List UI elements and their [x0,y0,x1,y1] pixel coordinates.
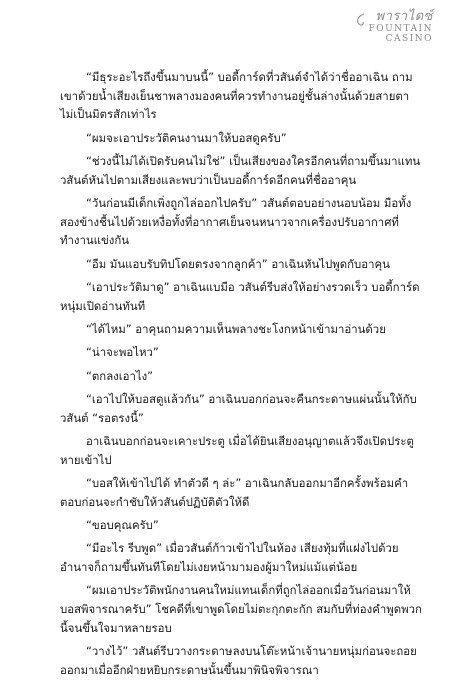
logo-word-casino: CASINO [385,34,433,44]
paragraph: “บอสให้เข้าไปได้ ทำตัวดี ๆ ล่ะ” อาเฉินกลับออกมาอีกครั้งพร้อมคำตอบก่อนจะกำชับให้วสันต์ปฏิบัติตัวให้ดี [60,476,409,509]
paragraph: “ช่วงนี้ไม่ได้เปิดรับคนไม่ใช่” เป็นเสียงของใครอีกคนที่ถามขึ้นมาแทนวสันต์หันไปตามเสียงและพบว่าเป็นบอดี้การ์ดอีกคนที่ชื่ออาคุน [60,153,421,187]
logo-script: พาราไดซ์ [375,9,433,24]
paragraph: “วันก่อนมีเด็กเพิ่งถูกไล่ออกไปครับ” วสันต์ตอบอย่างนอบน้อม มือทั้งสองข้างชื้นไปด้วยเหงื่อทั้งที่อากาศเย็นจนหนาวจากเครื่องปรับอากาศที่ทำงานแข่งกัน [60,195,412,248]
casino-logo [368,10,433,44]
story-text [60,68,422,684]
flourish-icon [354,12,366,30]
paragraph: “เอาประวัติมาดู” อาเฉินแบมือ วสันต์รีบส่งให้อย่างรวดเร็ว บอดี้การ์ดหนุ่มเปิดอ่านทันที [60,279,420,313]
paragraph: “ผมจะเอาประวัติคนงานมาให้บอสดูครับ” [86,130,287,145]
paragraph: “มีธุระอะไรถึงขึ้นมาบนนี้” บอดี้การ์ดที่วสันต์จำได้ว่าชื่ออาเฉิน ถามเขาด้วยน้ำเสียงเย็นชาพลางมองคนที่ควรทำงานอยู่ชั้นล่างนั้นด้วยสายตาไม่เป็นมิตรสักเท่าไร [60,70,413,122]
paragraph: “ได้ไหม” อาคุนถามความเห็นพลางชะโงกหน้าเข้ามาอ่านด้วย [86,321,386,336]
logo-word-fountain: FOUNTAIN [368,24,433,34]
paragraph: “วางไว้” วสันต์รีบวางกระดาษลงบนโต๊ะหน้าเจ้านายหนุ่มก่อนจะถอยออกมาเมื่ออีกฝ่ายหยิบกระดาษนั้นขึ้นมาพินิจพิจารณา [60,643,417,677]
paragraph: “ผมเอาประวัติพนักงานคนใหม่แทนเด็กที่ถูกไล่ออกเมื่อวันก่อนมาให้บอสพิจารณาครับ” โชคดีที่เขาพูดโดยไม่ตะกุกตะกัก สมกับที่ท่องคำพูดพวกนี้จนขึ้นใจมาหลายรอบ [60,583,422,635]
paragraph: “อืม มันแอบรับทิปโดยตรงจากลูกค้า” อาเฉินหันไปพูดกับอาคุน [86,256,390,271]
paragraph: “มีอะไร รีบพูด” เมื่อวสันต์ก้าวเข้าไปในห้อง เสียงทุ้มที่แฝงไปด้วยอำนาจก็ถามขึ้นทันทีโดยไม่เงยหน้ามามองผู้มาใหม่แม้แต่น้อย [60,541,399,575]
paragraph: “ตกลงเอาไง” [86,368,154,383]
paragraph: “เอาไปให้บอสดูแล้วกัน” อาเฉินบอกก่อนจะคืนกระดาษแผ่นนั้นให้กับวสันต์ “รอตรงนี้” [60,392,417,425]
paragraph: อาเฉินบอกก่อนจะเคาะประตู เมื่อได้ยินเสียงอนุญาตแล้วจึงเปิดประตูหายเข้าไป [60,434,414,467]
paragraph: “น่าจะพอไหว” [86,345,159,360]
paragraph: “ขอบคุณครับ” [86,518,159,533]
